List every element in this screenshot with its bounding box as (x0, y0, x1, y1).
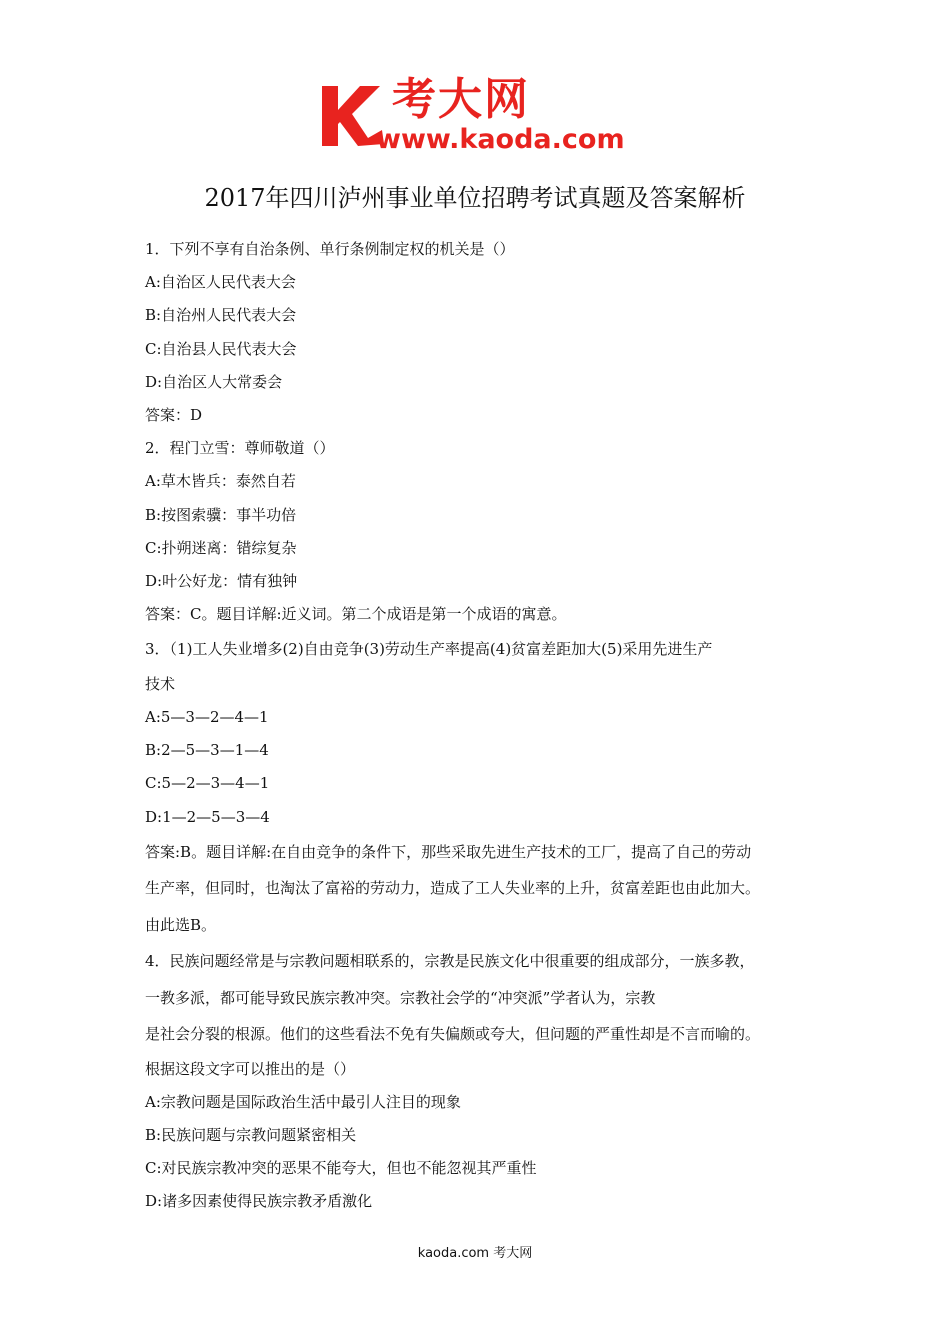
question-4-option-b: B:民族问题与宗教问题紧密相关 (145, 1126, 357, 1145)
logo-url: www.kaoda.com (376, 124, 625, 155)
question-2-option-b: B:按图索骥：事半功倍 (145, 505, 297, 524)
question-4-prompt: 根据这段文字可以推出的是（） (145, 1059, 356, 1078)
document-title: 2017年四川泸州事业单位招聘考试真题及答案解析 (204, 184, 746, 212)
question-4-option-c: C:对民族宗教冲突的恶果不能夸大，但也不能忽视其严重性 (145, 1159, 537, 1178)
question-3-option-a: A:5—3—2—4—1 (145, 707, 269, 726)
question-3-option-c: C:5—2—3—4—1 (145, 774, 270, 793)
question-1-option-d: D:自治区人大常委会 (145, 372, 283, 391)
question-2-option-d: D:叶公好龙：情有独钟 (145, 571, 298, 590)
page-footer[interactable]: kaoda.com 考大网 (417, 1246, 533, 1261)
question-1-answer: 答案：D (145, 405, 203, 424)
question-3-answer-end: 由此选B。 (145, 915, 217, 934)
question-2-answer: 答案：C。题目详解:近义词。第二个成语是第一个成语的寓意。 (145, 605, 567, 624)
question-4-option-a: A:宗教问题是国际政治生活中最引人注目的现象 (145, 1092, 461, 1111)
question-3-option-b: B:2—5—3—1—4 (145, 741, 269, 760)
kaoda-logo[interactable] (318, 74, 638, 160)
question-3-option-d: D:1—2—5—3—4 (145, 807, 270, 826)
question-3-answer-continued: 生产率，但同时，也淘汰了富裕的劳动力，造成了工人失业率的上升，贫富差距也由此加大。 (145, 879, 761, 898)
logo-brand-name: 考大网 (392, 74, 530, 125)
question-1-option-b: B:自治州人民代表大会 (145, 306, 297, 325)
question-2-option-c: C:扑朔迷离：错综复杂 (145, 538, 297, 557)
question-3-answer: 答案:B。题目详解:在自由竞争的条件下，那些采取先进生产技术的工厂，提高了自己的劳动 (145, 842, 752, 861)
question-4-stem-line-2: 一教多派，都可能导致民族宗教冲突。宗教社会学的“冲突派”学者认为，宗教 (145, 988, 656, 1007)
document-body (145, 233, 825, 1219)
question-4-stem: 4．民族问题经常是与宗教问题相联系的，宗教是民族文化中很重要的组成部分，一族多教， (145, 952, 755, 971)
question-4-stem-line-3: 是社会分裂的根源。他们的这些看法不免有失偏颇或夸大，但问题的严重性却是不言而喻的。 (145, 1025, 761, 1044)
question-4-option-d: D:诸多因素使得民族宗教矛盾激化 (145, 1192, 373, 1211)
question-3-stem-continued: 技术 (145, 674, 176, 693)
question-2-option-a: A:草木皆兵：泰然自若 (145, 472, 296, 491)
question-1-option-c: C:自治县人民代表大会 (145, 339, 297, 358)
question-1-stem: 1．下列不享有自治条例、单行条例制定权的机关是（） (145, 240, 515, 258)
question-2-stem: 2．程门立雪：尊师敬道（） (145, 439, 335, 458)
question-3-stem: 3．（1)工人失业增多(2)自由竞争(3)劳动生产率提高(4)贫富差距加大(5)采用先进生产 (145, 640, 713, 659)
question-1-option-a: A:自治区人民代表大会 (145, 273, 296, 292)
